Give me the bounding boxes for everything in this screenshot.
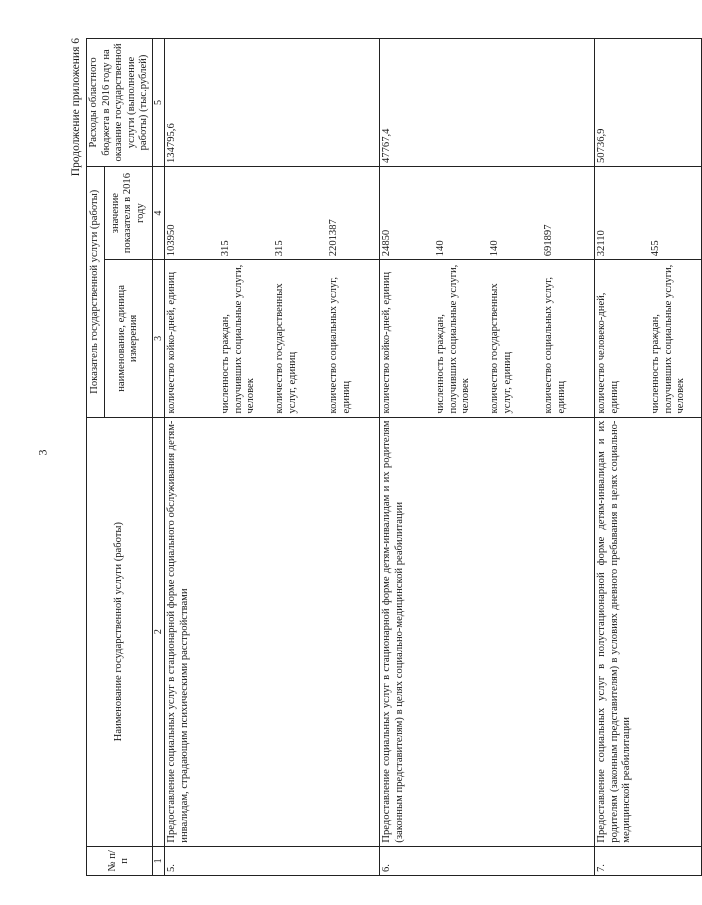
header-indicator: Показатель государственной услуги (работы) (87, 166, 105, 417)
header-number: № п/п (87, 846, 153, 875)
indicator-name: численность граждан, получивших социальные услуги, человек (650, 264, 687, 414)
indicator-value: 103950 (166, 224, 178, 257)
indicator-value: 315 (274, 240, 286, 257)
expense-value: 47767,4 (380, 39, 595, 167)
row-number: 6. (380, 846, 595, 875)
landscape-sheet (70, 38, 687, 876)
indicator-name: количество человеко-дней, единиц (596, 292, 620, 414)
indicator-value: 140 (435, 240, 447, 257)
indicator-name: количество социальных услуг, единиц (328, 276, 352, 414)
indicator-name: численность граждан, получивших социальные услуги, человек (435, 264, 472, 414)
indicator-name: количество койко-дней, единиц (381, 271, 393, 414)
row-number: 7. (595, 846, 702, 875)
indicator-names-cell (595, 260, 702, 417)
row-number: 5. (165, 846, 380, 875)
column-numbers-row (152, 39, 165, 876)
indicator-name: количество государственных услуг, единиц (274, 283, 298, 414)
indicator-values-cell (165, 166, 380, 259)
indicator-values-cell (595, 166, 702, 259)
indicator-name: количество социальных услуг, единиц (543, 276, 567, 414)
service-name: Предоставление социальных услуг в полустационарной форме детям-инвалидам и их родителям (законным представителям) в условиях дневного пребывания в целях социально-медицинской реабилитации (595, 417, 702, 846)
header-expenses: Расходы областного бюджета в 2016 году на оказание государственной услуги (выполнение работы) (тыс.рублей) (87, 39, 153, 167)
indicator-names-cell (165, 260, 380, 417)
column-number: 4 (152, 166, 165, 259)
indicator-value: 24850 (381, 229, 393, 257)
column-number: 5 (152, 39, 165, 167)
indicator-value: 455 (650, 240, 662, 257)
expense-value: 50736,9 (595, 39, 702, 167)
column-number: 1 (152, 846, 165, 875)
column-number: 3 (152, 260, 165, 417)
indicator-value: 140 (489, 240, 501, 257)
indicator-value: 691897 (543, 224, 555, 257)
header-service-name: Наименование государственной услуги (работы) (87, 417, 153, 846)
indicator-value: 315 (220, 240, 232, 257)
table-row (165, 39, 380, 876)
page-number: 3 (35, 449, 50, 456)
indicator-name: количество государственных услуг, единиц (489, 283, 513, 414)
table-row (595, 39, 702, 876)
indicator-names-cell (380, 260, 595, 417)
header-indicator-value: значение показателя в 2016 году (105, 166, 152, 259)
service-name: Предоставление социальных услуг в стационарной форме социального обслуживания детям-инвалидам, страдающим психическими расстройствами (165, 417, 380, 846)
indicator-value: 32110 (596, 230, 608, 257)
indicator-name: количество койко-дней, единиц (166, 271, 178, 414)
header-indicator-name: наименование, единица измерения (105, 260, 152, 417)
expense-value: 134795,6 (165, 39, 380, 167)
column-number: 2 (152, 417, 165, 846)
indicator-values-cell (380, 166, 595, 259)
table-row (380, 39, 595, 876)
indicator-name: численность граждан, получивших социальные услуги, человек (220, 264, 257, 414)
service-name: Предоставление социальных услуг в стационарной форме детям-инвалидам и их родителям (законным представителям) в целях социально-медицинской реабилитации (380, 417, 595, 846)
continuation-label: Продолжение приложения 6 (70, 38, 82, 177)
indicator-value: 2201387 (328, 219, 340, 257)
table-header (87, 39, 165, 876)
services-table (86, 38, 702, 876)
